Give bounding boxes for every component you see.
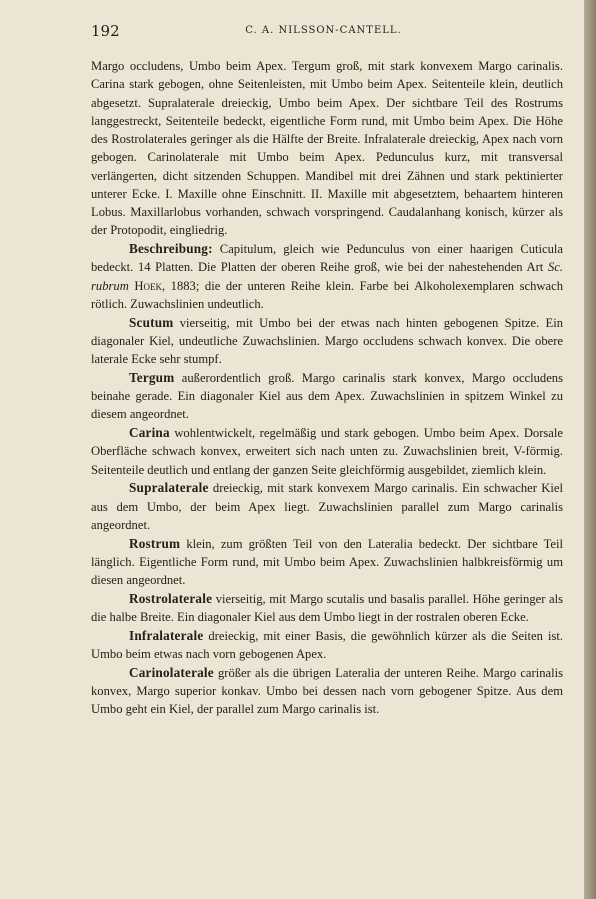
paragraph-text: wohlentwickelt, regelmäßig und stark gebogen. Umbo beim Apex. Dorsale Oberfläche schwach konvex, erweitert sich nach unten zu. Zuwachslinien breit, V-förmig. Seitenteile deutlich und entlang der ganzen Seite gleichförmig ausgebildet, ziemlich klein.	[91, 426, 563, 477]
paragraph-rostrolaterale	[91, 590, 563, 627]
paragraph-carinolaterale	[91, 664, 563, 719]
paragraph-scutum	[91, 314, 563, 369]
paragraph-term: Infralaterale	[129, 627, 204, 643]
paragraph-term: Scutum	[129, 314, 174, 330]
paragraph-tergum	[91, 369, 563, 424]
paragraph-term: Tergum	[129, 369, 175, 385]
paragraph-rostrum	[91, 535, 563, 590]
paragraph-term: Carina	[129, 425, 170, 440]
paragraph-text: dreieckig, mit stark konvexem Margo carinalis. Ein schwacher Kiel aus dem Umbo, der beim Apex liegt. Zuwachslinien parallel zum Margo carinalis angeordnet.	[91, 481, 563, 532]
paragraph-term: Rostrolaterale	[129, 590, 213, 606]
species-name: Sc. rubrum	[91, 260, 563, 293]
paragraph-term: Rostrum	[129, 535, 181, 551]
page-number: 192	[91, 22, 120, 40]
paragraph-text: größer als die übrigen Lateralia der unteren Reihe. Margo carinalis konvex, Margo superior konkav. Umbo bei dessen nach vorn gebogener Spitze. Aus dem Umbo geht ein Kiel, der parallel zum Margo carinalis ist.	[91, 665, 563, 717]
paragraph-text: außerordentlich groß. Margo carinalis stark konvex, Margo occludens beinahe gerade. Ein diagonaler Kiel aus dem Apex. Zuwachslinien in spitzem Winkel zu diesem angeordnet.	[91, 370, 563, 422]
paragraph-text: dreieckig, mit einer Basis, die gewöhnlich kürzer als die Seiten ist. Umbo beim etwas nach vorn gebogenen Apex.	[91, 628, 563, 661]
paragraph-text: Capitulum, gleich wie Pedunculus von einer haarigen Cuticula bedeckt. 14 Platten. Die Platten der oberen Reihe groß, wie bei der nahestehenden Art	[91, 242, 563, 275]
page-header	[91, 22, 556, 42]
paragraph-supralaterale	[91, 479, 563, 534]
paragraph-text: vierseitig, mit Margo scutalis und basalis parallel. Höhe geringer als die halbe Breite. Ein diagonaler Kiel aus dem Umbo liegt in der rostralen oberen Ecke.	[91, 591, 563, 624]
paragraph-term: Carinolaterale	[129, 664, 214, 680]
paragraph-term: Beschreibung:	[129, 241, 213, 256]
paragraph-text: , 1883; die der unteren Reihe klein. Farbe bei Alkoholexemplaren schwach rötlich. Zuwachslinien undeutlich.	[91, 278, 563, 311]
body-text	[91, 57, 563, 719]
intro-paragraph: Margo occludens, Umbo beim Apex. Tergum groß, mit stark konvexem Margo carinalis. Carina stark gebogen, ohne Seitenleisten, mit Umbo beim Apex. Seitenteile klein, deutlich abgesetzt. Supralaterale dreieckig, Umbo beim Apex. Der sichtbare Teil des Rostrums langgestreckt, Seitenteile bedeckt, eigentliche Form rund, mit Umbo beim Apex. Die Höhe des Rostrolaterales geringer als die Hälfte der Breite. Infralaterale dreieckig, Apex nach vorn gebogen. Carinolaterale mit Umbo beim Apex. Pedunculus kurz, mit transversal verlängerten, dicht sitzenden Schuppen. Mandibel mit drei Zähnen und stark pektinierter unterer Ecke. I. Maxille ohne Einschnitt. II. Maxille mit abgesetztem, behaartem hinteren Lobus. Maxillarlobus vorhanden, schwach vorspringend. Caudalanhang konisch, kürzer als der Protopodit, eingliedrig.	[91, 59, 563, 238]
running-head: C. A. NILSSON-CANTELL.	[245, 25, 402, 36]
author-name: Hoek	[134, 278, 162, 293]
paragraph-text: vierseitig, mit Umbo bei der etwas nach hinten gebogenen Spitze. Ein diagonaler Kiel, undeutliche Zuwachslinien. Margo occludens schwach konvex. Die obere laterale Ecke sehr stumpf.	[91, 315, 563, 366]
paragraph-infralaterale	[91, 627, 563, 664]
paragraph-text: klein, zum größten Teil von den Lateralia bedeckt. Der sichtbare Teil länglich. Eigentliche Form rund, mit Umbo beim Apex. Zuwachslinien halbkreisförmig um diesen angeordnet.	[91, 536, 563, 587]
paragraph-term: Supralaterale	[129, 480, 209, 496]
page-edge	[584, 0, 596, 899]
paragraph-carina	[91, 424, 563, 479]
paragraph-beschreibung	[91, 240, 563, 313]
